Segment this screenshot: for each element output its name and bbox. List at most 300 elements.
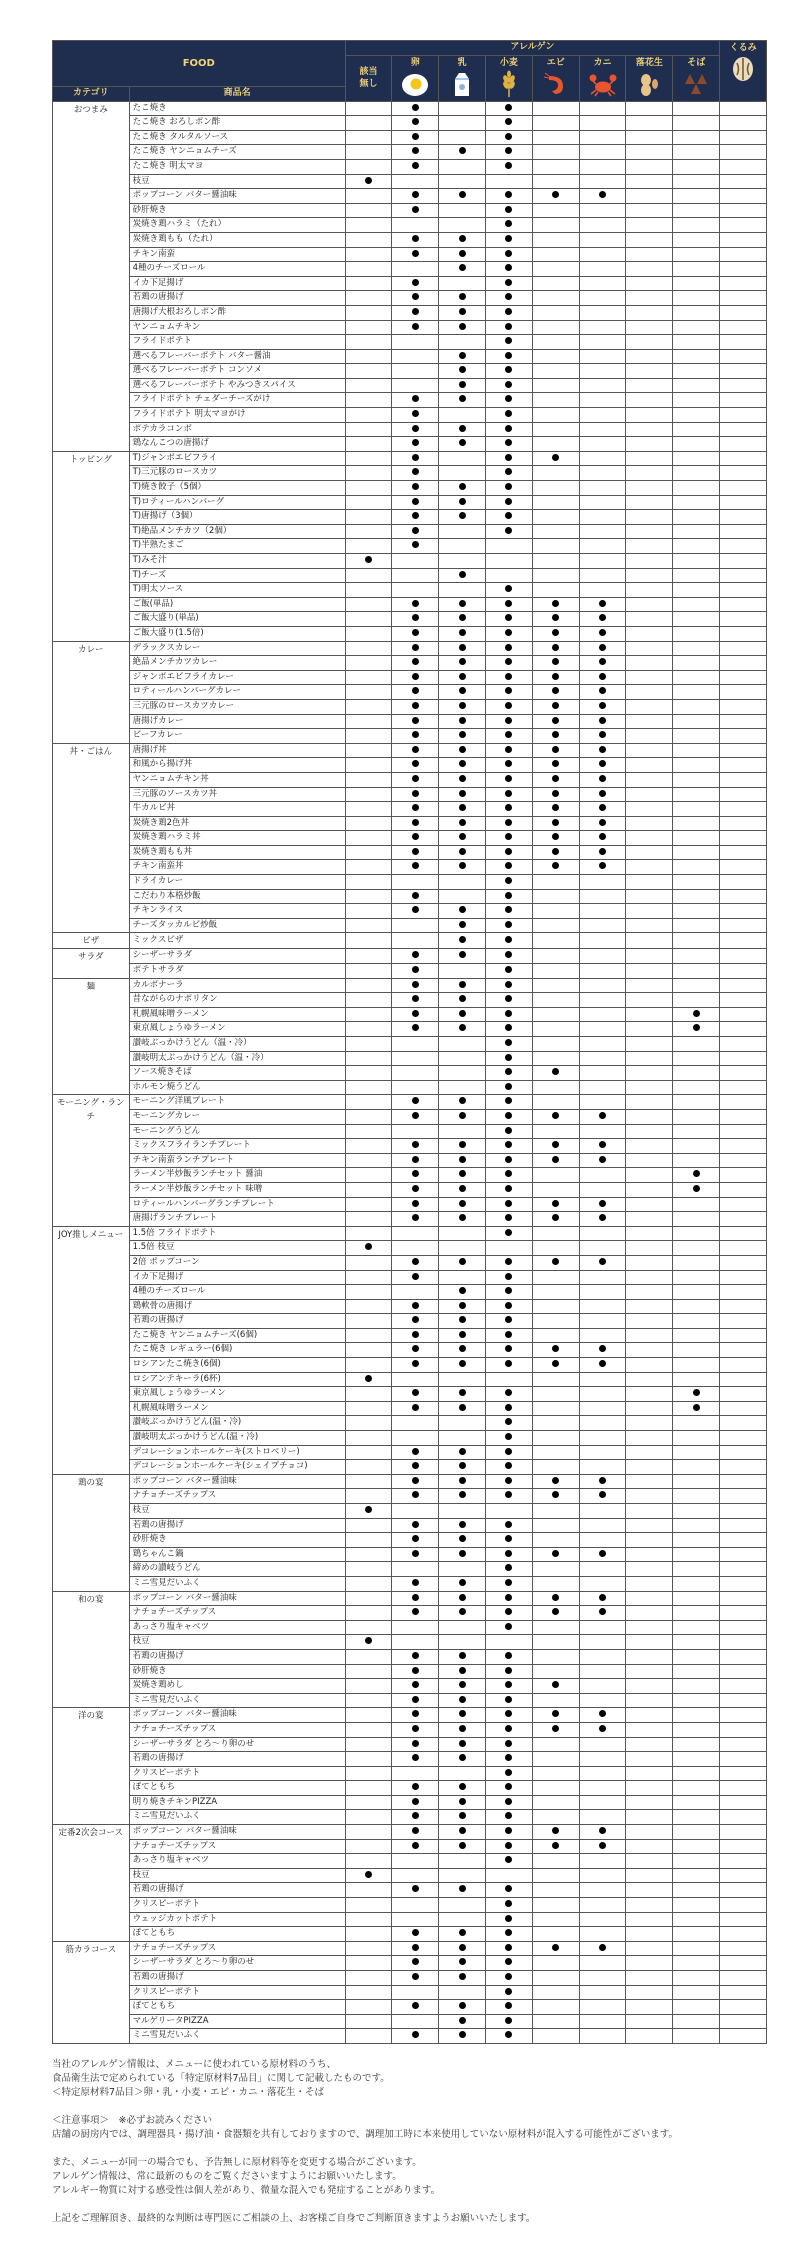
allergen-mark-cell (626, 1343, 673, 1358)
allergen-mark-cell (486, 597, 533, 612)
allergen-mark-cell (392, 802, 439, 817)
allergen-dot-icon (412, 1725, 419, 1732)
allergen-mark-cell (532, 1898, 579, 1913)
product-name: ポップコーン バター醤油味 (129, 189, 345, 204)
allergen-mark-cell (486, 729, 533, 744)
allergen-mark-cell (579, 116, 626, 131)
allergen-mark-cell (720, 1664, 767, 1679)
allergen-dot-icon (552, 644, 559, 651)
allergen-mark-cell (486, 1898, 533, 1913)
table-row (53, 933, 767, 949)
allergen-mark-cell (532, 1971, 579, 1986)
product-name: 若鶏の唐揚げ (129, 1883, 345, 1898)
allergen-mark-cell (486, 364, 533, 379)
allergen-mark-cell (626, 743, 673, 758)
allergen-dot-icon (459, 614, 466, 621)
allergen-mark-cell (720, 1445, 767, 1460)
allergen-mark-cell (532, 1606, 579, 1621)
allergen-mark-cell (439, 1664, 486, 1679)
allergen-mark-cell (345, 1722, 392, 1737)
allergen-mark-cell (532, 904, 579, 919)
allergen-dot-icon (505, 1418, 512, 1425)
table-row (53, 1095, 767, 1110)
allergen-mark-cell (673, 174, 720, 189)
allergen-mark-cell (579, 1576, 626, 1591)
allergen-dot-icon (505, 1812, 512, 1819)
table-row (53, 1007, 767, 1022)
allergen-mark-cell (486, 1139, 533, 1154)
allergen-mark-cell (579, 641, 626, 656)
allergen-mark-cell (720, 656, 767, 671)
allergen-dot-icon (412, 1331, 419, 1338)
table-row (53, 174, 767, 189)
allergen-dot-icon (459, 1812, 466, 1819)
allergen-dot-icon (505, 1462, 512, 1469)
product-name: T)明太ソース (129, 583, 345, 598)
allergen-mark-cell (486, 159, 533, 174)
table-row (53, 1722, 767, 1737)
allergen-mark-cell (673, 1912, 720, 1927)
allergen-mark-cell (345, 2000, 392, 2015)
allergen-mark-cell (579, 1431, 626, 1446)
allergen-mark-cell (439, 656, 486, 671)
product-name: たこ焼き (129, 101, 345, 116)
table-row (53, 1270, 767, 1285)
allergen-mark-cell (392, 933, 439, 949)
allergen-mark-cell (673, 1168, 720, 1183)
allergen-dot-icon (505, 1185, 512, 1192)
allergen-mark-cell (439, 904, 486, 919)
table-row (53, 875, 767, 890)
allergen-mark-cell (486, 670, 533, 685)
allergen-mark-cell (579, 1547, 626, 1562)
allergen-dot-icon (505, 323, 512, 330)
allergen-mark-cell (673, 1781, 720, 1796)
allergen-mark-cell (345, 524, 392, 539)
allergen-mark-cell (673, 1372, 720, 1387)
allergen-mark-cell (673, 1401, 720, 1416)
allergen-mark-cell (392, 1007, 439, 1022)
allergen-mark-cell (720, 1124, 767, 1139)
allergen-mark-cell (439, 1868, 486, 1883)
allergen-mark-cell (439, 729, 486, 744)
allergen-dot-icon (552, 819, 559, 826)
allergen-mark-cell (673, 305, 720, 320)
allergen-mark-cell (673, 626, 720, 641)
allergen-mark-cell (579, 1197, 626, 1212)
allergen-mark-cell (345, 116, 392, 131)
allergen-dot-icon (505, 1302, 512, 1309)
allergen-mark-cell (579, 422, 626, 437)
allergen-mark-cell (439, 510, 486, 525)
allergen-mark-cell (486, 1664, 533, 1679)
allergen-mark-cell (673, 904, 720, 919)
table-row (53, 1387, 767, 1402)
allergen-mark-cell (579, 1080, 626, 1095)
allergen-dot-icon (505, 1929, 512, 1936)
allergen-mark-cell (720, 1898, 767, 1913)
allergen-mark-cell (392, 1547, 439, 1562)
allergen-mark-cell (626, 816, 673, 831)
allergen-dot-icon (505, 308, 512, 315)
allergen-mark-cell (626, 393, 673, 408)
allergen-mark-cell (673, 1722, 720, 1737)
allergen-mark-cell (626, 510, 673, 525)
allergen-mark-cell (345, 1197, 392, 1212)
allergen-mark-cell (392, 1241, 439, 1256)
allergen-dot-icon (693, 1170, 700, 1177)
allergen-dot-icon (365, 1243, 372, 1250)
allergen-mark-cell (439, 1722, 486, 1737)
allergen-mark-cell (720, 1007, 767, 1022)
allergen-mark-cell (392, 1153, 439, 1168)
allergen-dot-icon (505, 1404, 512, 1411)
allergen-mark-cell (439, 1956, 486, 1971)
allergen-mark-cell (486, 1679, 533, 1694)
allergen-dot-icon (459, 483, 466, 490)
allergen-mark-cell (345, 1445, 392, 1460)
allergen-mark-cell (626, 699, 673, 714)
allergen-dot-icon (412, 1973, 419, 1980)
product-name: ウェッジカットポテト (129, 1912, 345, 1927)
allergen-mark-cell (486, 1912, 533, 1927)
allergen-mark-cell (439, 1343, 486, 1358)
allergen-mark-cell (345, 1387, 392, 1402)
allergen-mark-cell (673, 1941, 720, 1956)
allergen-dot-icon (412, 848, 419, 855)
allergen-mark-cell (720, 305, 767, 320)
table-row (53, 495, 767, 510)
allergen-mark-cell (439, 1037, 486, 1052)
allergen-dot-icon (599, 1710, 606, 1717)
allergen-mark-cell (579, 1810, 626, 1825)
allergen-mark-cell (392, 743, 439, 758)
table-row (53, 466, 767, 481)
allergen-mark-cell (486, 918, 533, 933)
allergen-dot-icon (459, 1287, 466, 1294)
allergen-dot-icon (459, 1156, 466, 1163)
allergen-mark-cell (486, 1401, 533, 1416)
allergen-dot-icon (459, 1141, 466, 1148)
allergen-dot-icon (459, 775, 466, 782)
allergen-mark-cell (486, 291, 533, 306)
allergen-dot-icon (412, 1491, 419, 1498)
allergen-mark-cell (720, 1927, 767, 1942)
allergen-dot-icon (412, 162, 419, 169)
allergen-mark-cell (673, 495, 720, 510)
allergen-mark-cell (392, 964, 439, 979)
allergen-mark-cell (720, 1343, 767, 1358)
product-name: こだわり本格炒飯 (129, 889, 345, 904)
allergen-dot-icon (505, 1783, 512, 1790)
allergen-mark-cell (439, 451, 486, 466)
allergen-mark-cell (439, 1387, 486, 1402)
allergen-mark-cell (720, 1109, 767, 1124)
allergen-mark-cell (532, 1591, 579, 1606)
allergen-mark-cell (532, 1489, 579, 1504)
allergen-mark-cell (532, 1722, 579, 1737)
product-name: ぽてともち (129, 1927, 345, 1942)
allergen-dot-icon (412, 468, 419, 475)
milk-icon (439, 70, 485, 100)
allergen-dot-icon (505, 877, 512, 884)
category-cell: 定番2次会コース (53, 1825, 130, 1942)
allergen-dot-icon (505, 410, 512, 417)
product-name: あっさり塩キャベツ (129, 1854, 345, 1869)
allergen-mark-cell (626, 845, 673, 860)
allergen-mark-cell (532, 1095, 579, 1110)
allergen-mark-cell (579, 1095, 626, 1110)
allergen-mark-cell (626, 320, 673, 335)
allergen-mark-cell (532, 1460, 579, 1475)
product-name: たこ焼き タルタルソース (129, 130, 345, 145)
allergen-dot-icon (552, 1608, 559, 1615)
allergen-mark-cell (486, 130, 533, 145)
allergen-mark-cell (626, 1912, 673, 1927)
allergen-dot-icon (552, 804, 559, 811)
table-row (53, 1766, 767, 1781)
note-line: 食品衛生法で定められている「特定原材料7品目」に関して記載したものです。 (52, 2072, 390, 2084)
allergen-mark-cell (345, 685, 392, 700)
note-line: アレルゲン情報は、常に最新のものをご覧くださいますようにお願いいたします。 (52, 2170, 402, 2182)
allergen-mark-cell (720, 845, 767, 860)
product-name: デコレーションホールケーキ(ストロベリー) (129, 1445, 345, 1460)
allergen-mark-cell (720, 1766, 767, 1781)
allergen-mark-cell (532, 232, 579, 247)
allergen-dot-icon (505, 1273, 512, 1280)
allergen-mark-cell (673, 1387, 720, 1402)
allergen-mark-cell (579, 510, 626, 525)
allergen-mark-cell (439, 1912, 486, 1927)
allergen-mark-cell (532, 1883, 579, 1898)
allergen-dot-icon (412, 1112, 419, 1119)
table-row (53, 1358, 767, 1373)
allergen-mark-cell (345, 218, 392, 233)
allergen-mark-cell (532, 481, 579, 496)
allergen-mark-cell (392, 1985, 439, 2000)
allergen-mark-cell (720, 495, 767, 510)
allergen-mark-cell (486, 656, 533, 671)
allergen-mark-cell (626, 2029, 673, 2044)
allergen-mark-cell (673, 787, 720, 802)
table-row (53, 1547, 767, 1562)
allergen-dot-icon (459, 1170, 466, 1177)
allergen-dot-icon (599, 1477, 606, 1484)
product-name: ヤンニョムチキン (129, 320, 345, 335)
allergen-mark-cell (486, 1854, 533, 1869)
allergen-mark-cell (392, 1489, 439, 1504)
allergen-dot-icon (412, 1389, 419, 1396)
allergen-mark-cell (579, 159, 626, 174)
category-cell: 麺 (53, 978, 130, 1095)
allergen-mark-cell (532, 393, 579, 408)
allergen-mark-cell (486, 875, 533, 890)
allergen-mark-cell (439, 1431, 486, 1446)
product-name: たこ焼き おろしポン酢 (129, 116, 345, 131)
product-name: シーザーサラダ とろ〜り卵のせ (129, 1737, 345, 1752)
allergen-mark-cell (579, 1693, 626, 1708)
allergen-mark-cell (486, 1051, 533, 1066)
allergen-mark-cell (579, 949, 626, 964)
allergen-dot-icon (505, 264, 512, 271)
allergen-mark-cell (579, 1358, 626, 1373)
allergen-mark-cell (720, 670, 767, 685)
table-row (53, 1241, 767, 1256)
allergen-mark-cell (345, 1883, 392, 1898)
allergen-mark-cell (439, 1328, 486, 1343)
allergen-mark-cell (486, 699, 533, 714)
product-name: チーズタッカルビ炒飯 (129, 918, 345, 933)
product-name: 砂肝焼き (129, 203, 345, 218)
allergen-mark-cell (439, 393, 486, 408)
allergen-mark-cell (720, 802, 767, 817)
allergen-mark-cell (345, 539, 392, 554)
allergen-mark-cell (392, 422, 439, 437)
allergen-mark-cell (392, 597, 439, 612)
allergen-mark-cell (720, 1518, 767, 1533)
allergen-mark-cell (345, 743, 392, 758)
allergen-mark-cell (720, 743, 767, 758)
allergen-dot-icon (412, 1740, 419, 1747)
allergen-mark-cell (720, 993, 767, 1008)
allergen-dot-icon (412, 1477, 419, 1484)
allergen-mark-cell (532, 1854, 579, 1869)
allergen-dot-icon (505, 1696, 512, 1703)
allergen-dot-icon (365, 1637, 372, 1644)
allergen-mark-cell (673, 1299, 720, 1314)
allergen-dot-icon (599, 1608, 606, 1615)
allergen-mark-cell (673, 218, 720, 233)
allergen-dot-icon (505, 658, 512, 665)
allergen-mark-cell (486, 1971, 533, 1986)
allergen-mark-cell (439, 1504, 486, 1519)
allergen-dot-icon (552, 1200, 559, 1207)
allergen-dot-icon (505, 1579, 512, 1586)
allergen-mark-cell (532, 1795, 579, 1810)
allergen-mark-cell (720, 1285, 767, 1300)
allergen-dot-icon (412, 425, 419, 432)
allergen-mark-cell (720, 1606, 767, 1621)
allergen-mark-cell (392, 729, 439, 744)
allergen-mark-cell (673, 116, 720, 131)
allergen-mark-cell (439, 1518, 486, 1533)
product-name: ロティールハンバーグランチプレート (129, 1197, 345, 1212)
allergen-mark-cell (345, 1576, 392, 1591)
allergen-mark-cell (720, 159, 767, 174)
allergen-mark-cell (579, 203, 626, 218)
table-row (53, 1285, 767, 1300)
allergen-mark-cell (532, 831, 579, 846)
allergen-mark-cell (439, 101, 486, 116)
allergen-dot-icon (459, 1973, 466, 1980)
allergen-dot-icon (552, 1827, 559, 1834)
allergen-dot-icon (459, 1608, 466, 1615)
allergen-dot-icon (412, 1812, 419, 1819)
table-row (53, 802, 767, 817)
allergen-dot-icon (412, 790, 419, 797)
allergen-mark-cell (673, 1533, 720, 1548)
allergen-dot-icon (412, 1404, 419, 1411)
product-name: 選べるフレーバーポテト バター醤油 (129, 349, 345, 364)
allergen-dot-icon (505, 191, 512, 198)
category-cell: カレー (53, 641, 130, 743)
allergen-mark-cell (626, 174, 673, 189)
table-row (53, 1562, 767, 1577)
product-name: 札幌風味噌ラーメン (129, 1007, 345, 1022)
product-name: 選べるフレーバーポテト コンソメ (129, 364, 345, 379)
allergen-mark-cell (532, 699, 579, 714)
product-name: フライドポテト (129, 335, 345, 350)
allergen-mark-cell (532, 889, 579, 904)
allergen-mark-cell (392, 860, 439, 875)
allergen-mark-cell (345, 1328, 392, 1343)
allergen-mark-cell (532, 1620, 579, 1635)
allergen-dot-icon (459, 995, 466, 1002)
allergen-mark-cell (626, 1504, 673, 1519)
product-name: ミニ雪見だいふく (129, 2029, 345, 2044)
allergen-mark-cell (486, 1752, 533, 1767)
allergen-mark-cell (439, 1022, 486, 1037)
allergen-mark-cell (439, 349, 486, 364)
allergen-mark-cell (720, 787, 767, 802)
allergen-col-none (345, 55, 392, 101)
allergen-mark-cell (392, 1270, 439, 1285)
allergen-mark-cell (720, 1737, 767, 1752)
allergen-mark-cell (673, 291, 720, 306)
allergen-dot-icon (459, 833, 466, 840)
allergen-mark-cell (392, 787, 439, 802)
allergen-mark-cell (626, 1883, 673, 1898)
allergen-mark-cell (345, 1416, 392, 1431)
allergen-mark-cell (579, 1679, 626, 1694)
allergen-mark-cell (532, 1679, 579, 1694)
allergen-mark-cell (673, 349, 720, 364)
allergen-mark-cell (532, 1927, 579, 1942)
product-name: 締めの讃岐うどん (129, 1562, 345, 1577)
allergen-mark-cell (345, 495, 392, 510)
allergen-mark-cell (626, 539, 673, 554)
allergen-dot-icon (505, 1214, 512, 1221)
allergen-mark-cell (532, 787, 579, 802)
allergen-mark-cell (673, 232, 720, 247)
allergen-mark-cell (392, 1868, 439, 1883)
allergen-mark-cell (345, 1226, 392, 1241)
product-name: ナチョチーズチップス (129, 1606, 345, 1621)
allergen-mark-cell (486, 685, 533, 700)
allergen-mark-cell (439, 554, 486, 569)
allergen-dot-icon (505, 862, 512, 869)
product-name: ソース焼きそば (129, 1066, 345, 1081)
product-name: ビーフカレー (129, 729, 345, 744)
allergen-mark-cell (673, 656, 720, 671)
allergen-dot-icon (505, 2002, 512, 2009)
allergen-mark-cell (579, 554, 626, 569)
allergen-mark-cell (532, 291, 579, 306)
allergen-mark-cell (345, 1737, 392, 1752)
allergen-mark-cell (626, 451, 673, 466)
allergen-dot-icon (599, 1200, 606, 1207)
allergen-mark-cell (486, 305, 533, 320)
allergen-mark-cell (626, 1576, 673, 1591)
allergen-dot-icon (505, 921, 512, 928)
product-name: ポテカラコンボ (129, 422, 345, 437)
allergen-mark-cell (392, 349, 439, 364)
allergen-mark-cell (345, 1620, 392, 1635)
product-name: 枝豆 (129, 1868, 345, 1883)
allergen-dot-icon (412, 1010, 419, 1017)
allergen-mark-cell (579, 364, 626, 379)
allergen-mark-cell (579, 918, 626, 933)
